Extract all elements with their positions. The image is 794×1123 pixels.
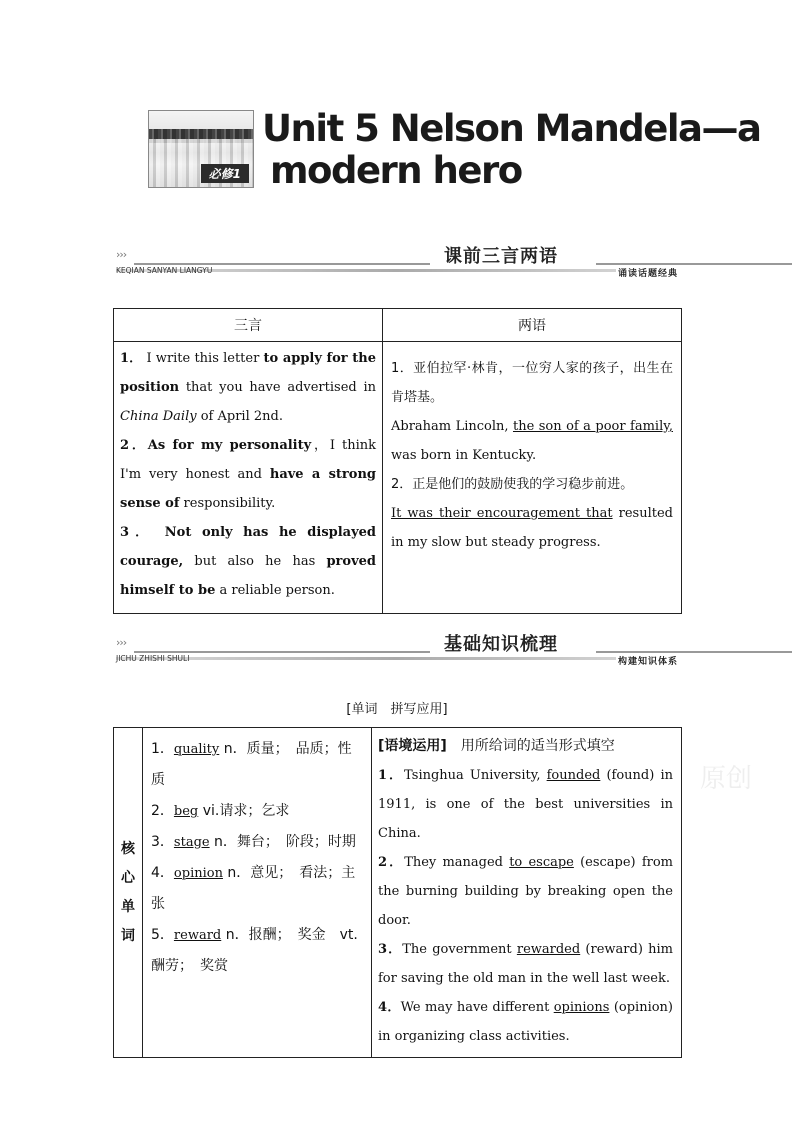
translation-prompt-1: 1．亚伯拉罕·林肯，一位穷人家的孩子，出生在肯塔基。: [391, 361, 673, 405]
unit-title-line1: Unit 5 Nelson Mandela—a: [262, 107, 761, 150]
liangyu-cell: [383, 342, 682, 614]
word-item: 3．stage n．舞台； 阶段；时期: [151, 834, 356, 850]
divider: [116, 657, 676, 660]
book-badge-image: [148, 110, 254, 188]
section-header-preview: [116, 242, 676, 282]
divider: [596, 651, 792, 653]
exercise-item: 1．Tsinghua University, founded (found) in 1911, is one of the best universities in China.: [378, 768, 673, 841]
core-words-label: 核 心 单 词: [114, 728, 143, 1058]
exercise-item: 2．They managed to escape (escape) from the burning building by breaking open the door.: [378, 855, 674, 928]
translation-answer-1: Abraham Lincoln, the son of a poor family, was born in Kentucky.: [391, 419, 673, 463]
section-title: 基础知识梳理: [444, 634, 558, 655]
section-title: 课前三言两语: [444, 246, 558, 267]
word-list-cell: [143, 728, 372, 1058]
section-subtitle: 构建知识体系: [616, 654, 678, 667]
chevrons-icon: ›››: [116, 636, 127, 649]
section-header-basics: [116, 630, 676, 670]
section-subtitle: 诵读话题经典: [616, 266, 678, 279]
table-header-row: [114, 309, 682, 342]
exercise-item: 4．We may have different opinions (opinion) in organizing class activities.: [378, 1000, 674, 1044]
word-item: 1．quality n．质量； 品质；性质: [151, 741, 352, 788]
sentences-table: [113, 308, 682, 614]
sentence-item-1: 1． I write this letter to apply for the position that you have advertised in China Daily of April 2nd.: [120, 351, 376, 424]
sanyan-cell: [114, 342, 383, 614]
translation-prompt-2: 2．正是他们的鼓励使我的学习稳步前进。: [391, 477, 634, 492]
table-row: [114, 728, 682, 1058]
exercise-item: 3．The government rewarded (reward) him for saving the old man in the well last week.: [378, 942, 673, 986]
sentence-item-3: 3． Not only has he displayed courage, but also he has proved himself to be a reliable person.: [120, 525, 377, 598]
section-pinyin: KEQIAN SANYAN LIANGYU: [116, 266, 213, 275]
chevrons-icon: ›››: [116, 248, 127, 261]
divider: [596, 263, 792, 265]
watermark: 原创: [700, 764, 753, 794]
unit-title-line2: modern hero: [270, 149, 522, 192]
exercise-cell: [372, 728, 682, 1058]
table-row: [114, 342, 682, 614]
word-item: 4．opinion n．意见； 看法；主张: [151, 865, 356, 912]
subsection-title: [单词 拼写应用]: [346, 702, 448, 717]
sentence-item-2: 2．As for my personality，I think I'm very honest and have a strong sense of responsibility.: [120, 438, 376, 511]
divider: [134, 651, 430, 653]
word-item: 5．reward n．报酬； 奖金 vt.酬劳； 奖赏: [151, 927, 358, 974]
column-header-sanyan: 三言: [114, 309, 383, 342]
section-pinyin: JICHU ZHISHI SHULI: [116, 654, 190, 663]
exercise-instruction: [语境运用] 用所给词的适当形式填空: [378, 738, 615, 754]
vocabulary-table: [113, 727, 682, 1058]
word-item: 2．beg vi.请求；乞求: [151, 803, 290, 819]
book-volume-label: 必修1: [201, 164, 249, 183]
unit-title: [262, 108, 762, 192]
translation-answer-2: It was their encouragement that resulted in my slow but steady progress.: [391, 506, 673, 550]
divider: [134, 263, 430, 265]
column-header-liangyu: 两语: [383, 309, 682, 342]
